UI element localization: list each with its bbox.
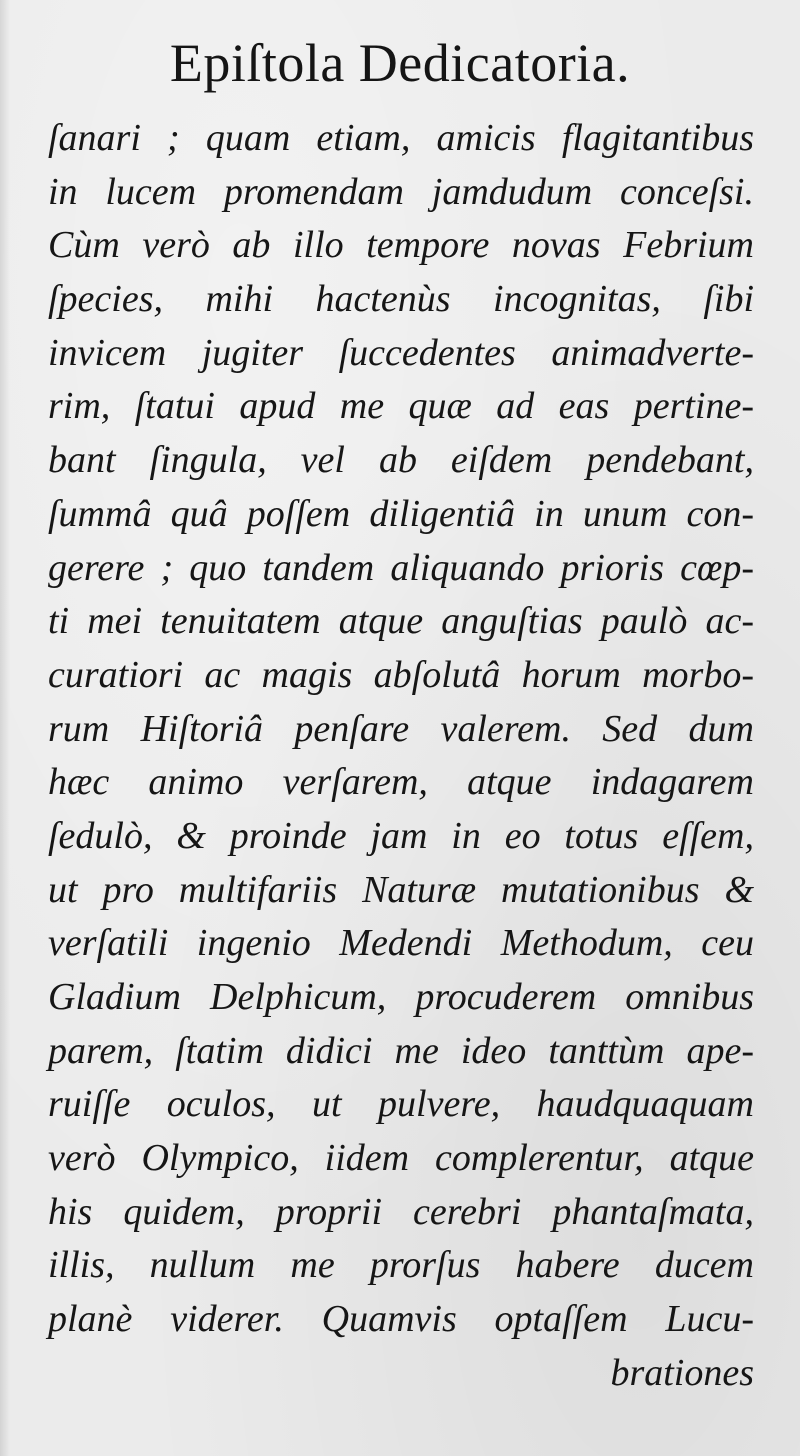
text-line: bant ſingula, vel ab eiſdem pendebant, xyxy=(48,439,754,482)
text-line: ſpecies, mihi hactenùs incognitas, ſibi xyxy=(48,278,754,321)
text-line: ſedulò, & proinde jam in eo totus eſſem, xyxy=(48,814,754,857)
text-line: gerere ; quo tandem aliquando prioris cœp- xyxy=(48,546,754,589)
text-line: ti mei tenuitatem atque anguſtias paulò ac- xyxy=(48,600,754,643)
text-line: ut pro multifariis Naturæ mutationibus & xyxy=(48,868,754,911)
text-line: verſatili ingenio Medendi Methodum, ceu xyxy=(48,922,754,965)
text-line: planè viderer. Quamvis optaſſem Lucu- xyxy=(48,1298,754,1341)
text-line: Cùm verò ab illo tempore novas Febrium xyxy=(48,224,754,267)
text-line: Gladium Delphicum, procuderem omnibus xyxy=(48,976,754,1018)
text-line: rum Hiſtoriâ penſare valerem. Sed dum xyxy=(48,707,754,750)
text-line: ruiſſe oculos, ut pulvere, haudquaquam xyxy=(48,1083,754,1126)
text-line: parem, ſtatim didici me ideo tanttùm ape- xyxy=(48,1029,754,1072)
text-line: his quidem, proprii cerebri phantaſmata, xyxy=(48,1190,754,1233)
text-line: illis, nullum me prorſus habere ducem xyxy=(48,1244,754,1287)
text-line: verò Olympico, iidem complerentur, atque xyxy=(48,1137,754,1180)
text-line: hæc animo verſarem, atque indagarem xyxy=(48,761,754,804)
running-head: Epiſtola Dedicatoria. xyxy=(169,33,631,93)
text-line: invicem jugiter ſuccedentes animadverte- xyxy=(48,331,754,374)
text-line: rim, ſtatui apud me quæ ad eas pertine- xyxy=(48,385,754,428)
text-line: in lucem promendam jamdudum conceſsi. xyxy=(48,170,754,213)
text-line: ſummâ quâ poſſem diligentiâ in unum con- xyxy=(48,492,754,535)
text-line: curatiori ac magis abſolutâ horum morbo- xyxy=(48,653,754,696)
catchword: brationes xyxy=(610,1351,754,1394)
body-text xyxy=(48,112,754,1401)
text-line: ſanari ; quam etiam, amicis flagitantibus xyxy=(48,117,754,159)
page-gutter-shadow xyxy=(0,0,10,1456)
